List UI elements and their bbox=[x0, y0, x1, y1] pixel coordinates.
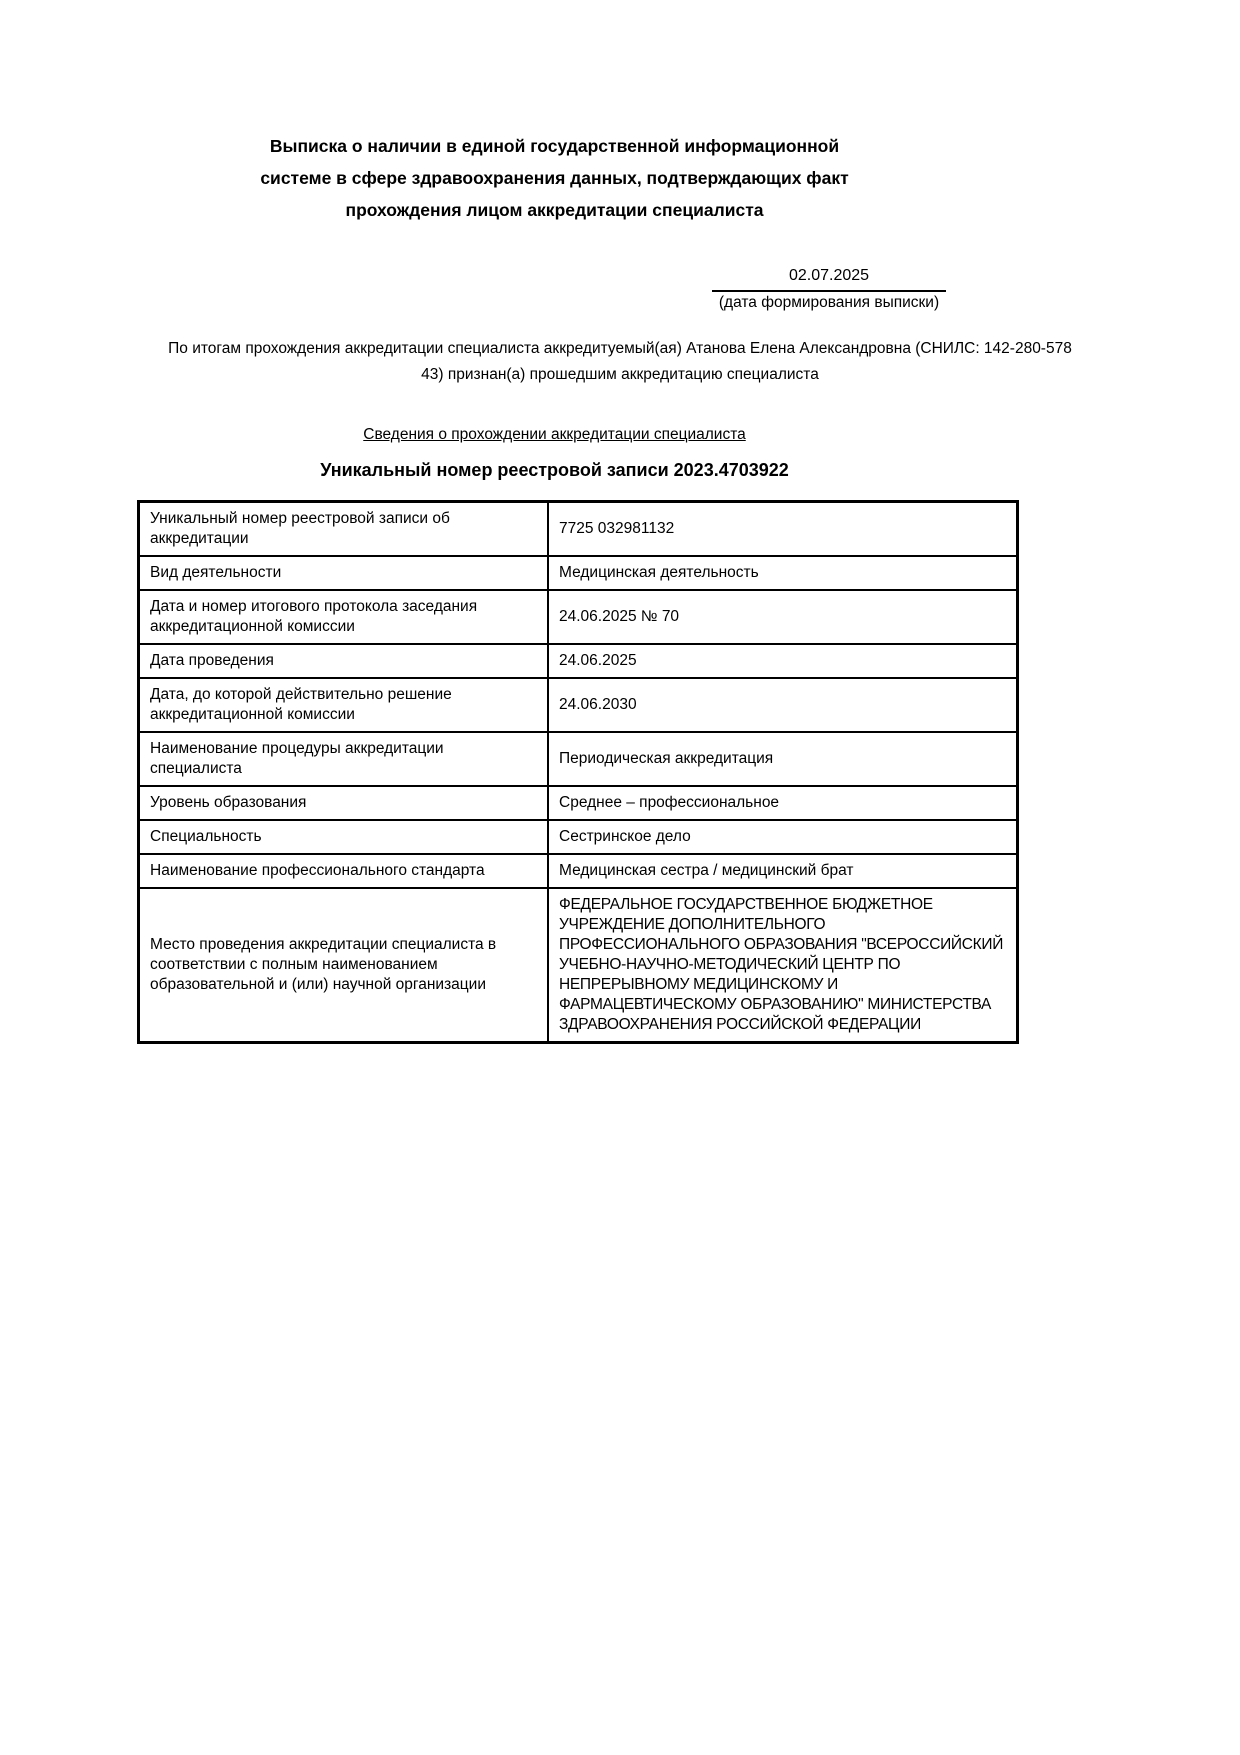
row-label: Дата, до которой действительно решение аккредитационной комиссии bbox=[139, 678, 549, 732]
table-row bbox=[139, 854, 1018, 888]
generation-date: 02.07.2025 bbox=[712, 264, 946, 292]
row-value: ФЕДЕРАЛЬНОЕ ГОСУДАРСТВЕННОЕ БЮДЖЕТНОЕ УЧРЕЖДЕНИЕ ДОПОЛНИТЕЛЬНОГО ПРОФЕССИОНАЛЬНОГО ОБРАЗОВАНИЯ "ВСЕРОССИЙСКИЙ УЧЕБНО-НАУЧНО-МЕТОДИЧЕСКИЙ ЦЕНТР ПО НЕПРЕРЫВНОМУ МЕДИЦИНСКОМУ И ФАРМАЦЕВТИЧЕСКОМУ ОБРАЗОВАНИЮ" МИНИСТЕРСТВА ЗДРАВООХРАНЕНИЯ РОССИЙСКОЙ ФЕДЕРАЦИИ bbox=[548, 888, 1018, 1043]
row-label: Дата и номер итогового протокола заседания аккредитационной комиссии bbox=[139, 590, 549, 644]
table-row bbox=[139, 732, 1018, 786]
document-title-line: системе в сфере здравоохранения данных, подтверждающих факт bbox=[260, 168, 849, 188]
row-value: 24.06.2030 bbox=[548, 678, 1018, 732]
intro-paragraph-line: По итогам прохождения аккредитации специалиста аккредитуемый(ая) Атанова Елена Александровна (СНИЛС: 142-280-578 bbox=[168, 340, 1072, 357]
row-value: Периодическая аккредитация bbox=[548, 732, 1018, 786]
document-title-line: прохождения лицом аккредитации специалиста bbox=[345, 200, 764, 220]
document-title bbox=[137, 130, 972, 226]
row-value: Сестринское дело bbox=[548, 820, 1018, 854]
table-row bbox=[139, 786, 1018, 820]
generation-date-block bbox=[712, 264, 946, 313]
section-heading: Сведения о прохождении аккредитации специалиста bbox=[363, 426, 746, 443]
row-label: Наименование процедуры аккредитации специалиста bbox=[139, 732, 549, 786]
table-row bbox=[139, 590, 1018, 644]
row-value: Среднее – профессиональное bbox=[548, 786, 1018, 820]
row-label: Наименование профессионального стандарта bbox=[139, 854, 549, 888]
table-row bbox=[139, 820, 1018, 854]
row-label: Уровень образования bbox=[139, 786, 549, 820]
row-value: Медицинская деятельность bbox=[548, 556, 1018, 590]
row-label: Дата проведения bbox=[139, 644, 549, 678]
row-label: Место проведения аккредитации специалиста в соответствии с полным наименованием образовательной и (или) научной организации bbox=[139, 888, 549, 1043]
row-value: 7725 032981132 bbox=[548, 502, 1018, 557]
intro-paragraph-line: 43) признан(а) прошедшим аккредитацию специалиста bbox=[421, 366, 819, 383]
row-value: 24.06.2025 bbox=[548, 644, 1018, 678]
accreditation-table bbox=[137, 500, 1019, 1044]
row-label: Уникальный номер реестровой записи об аккредитации bbox=[139, 502, 549, 557]
intro-paragraph bbox=[100, 336, 1140, 388]
table-row bbox=[139, 678, 1018, 732]
row-value: 24.06.2025 № 70 bbox=[548, 590, 1018, 644]
table-row bbox=[139, 888, 1018, 1043]
table-row bbox=[139, 502, 1018, 557]
table-row bbox=[139, 556, 1018, 590]
table-row bbox=[139, 644, 1018, 678]
generation-date-caption: (дата формирования выписки) bbox=[718, 294, 940, 311]
registry-number-heading: Уникальный номер реестровой записи 2023.4703922 bbox=[320, 460, 789, 480]
row-value: Медицинская сестра / медицинский брат bbox=[548, 854, 1018, 888]
document-title-line: Выписка о наличии в единой государственной информационной bbox=[269, 136, 840, 156]
row-label: Специальность bbox=[139, 820, 549, 854]
row-label: Вид деятельности bbox=[139, 556, 549, 590]
